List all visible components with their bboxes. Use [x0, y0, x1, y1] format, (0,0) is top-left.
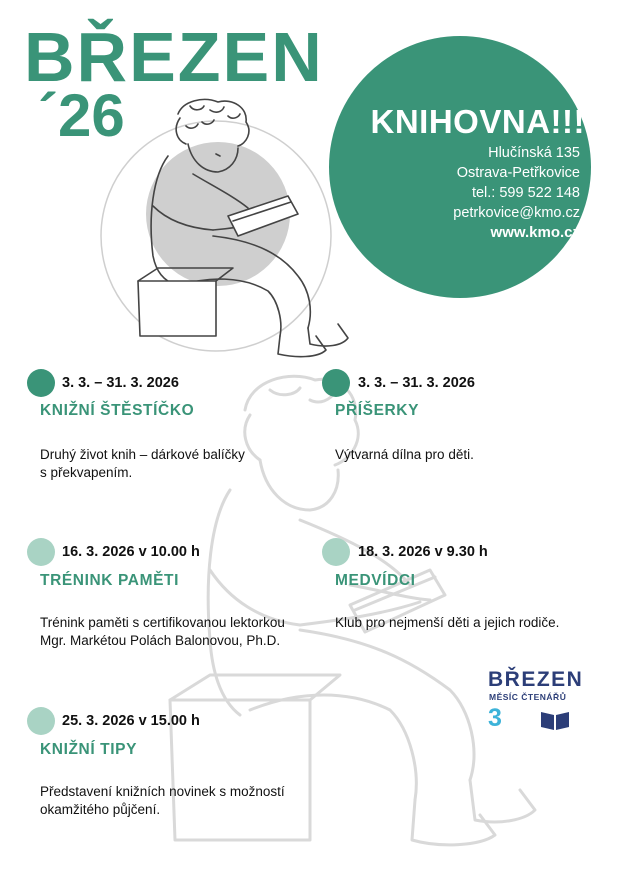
- event-marker-dot: [322, 538, 350, 566]
- event-title: KNIŽNÍ TIPY: [40, 741, 138, 758]
- book-icon: [540, 709, 570, 731]
- event-description: Představení knižních novinek s možností okamžitého půjčení.: [40, 784, 285, 817]
- event-marker-dot: [27, 707, 55, 735]
- event-title: MEDVÍDCI: [335, 572, 416, 589]
- month-title: BŘEZEN: [24, 18, 324, 96]
- event-date: 18. 3. 2026 v 9.30 h: [358, 544, 488, 560]
- library-website[interactable]: www.kmo.cz: [490, 224, 580, 241]
- library-phone: tel.: 599 522 148: [471, 185, 580, 201]
- event-date: 25. 3. 2026 v 15.00 h: [62, 713, 200, 729]
- event-description: Druhý život knih – dárkové balíčky s překvapením.: [40, 447, 245, 480]
- event-description: Trénink paměti s certifikovanou lektorkou Mgr. Markétou Polách Balonovou, Ph.D.: [40, 615, 285, 648]
- event-title: KNIŽNÍ ŠTĚSTÍČKO: [40, 402, 195, 419]
- event-title: PŘÍŠERKY: [335, 402, 420, 419]
- library-contact: [380, 143, 580, 223]
- campaign-logo-title: BŘEZEN: [488, 668, 584, 691]
- event-title: TRÉNINK PAMĚTI: [40, 572, 179, 589]
- library-email[interactable]: petrkovice@kmo.cz: [453, 205, 580, 221]
- library-city: Ostrava-Petřkovice: [456, 165, 580, 181]
- campaign-logo-numeral: 3: [488, 704, 502, 732]
- event-marker-dot: [27, 369, 55, 397]
- campaign-logo-subtitle: MĚSÍC ČTENÁŘŮ: [489, 692, 567, 702]
- event-description: Výtvarná dílna pro děti.: [335, 447, 474, 462]
- library-title: KNIHOVNA!!!: [370, 103, 585, 140]
- moon-icon: [510, 707, 532, 733]
- event-date: 3. 3. – 31. 3. 2026: [358, 375, 475, 391]
- reading-boy-illustration: [98, 96, 358, 366]
- event-date: 3. 3. – 31. 3. 2026: [62, 375, 179, 391]
- event-marker-dot: [27, 538, 55, 566]
- event-date: 16. 3. 2026 v 10.00 h: [62, 544, 200, 560]
- library-street: Hlučínská 135: [488, 145, 580, 161]
- event-description: Klub pro nejmenší děti a jejich rodiče.: [335, 615, 560, 630]
- event-marker-dot: [322, 369, 350, 397]
- year-title: ´26: [38, 82, 125, 149]
